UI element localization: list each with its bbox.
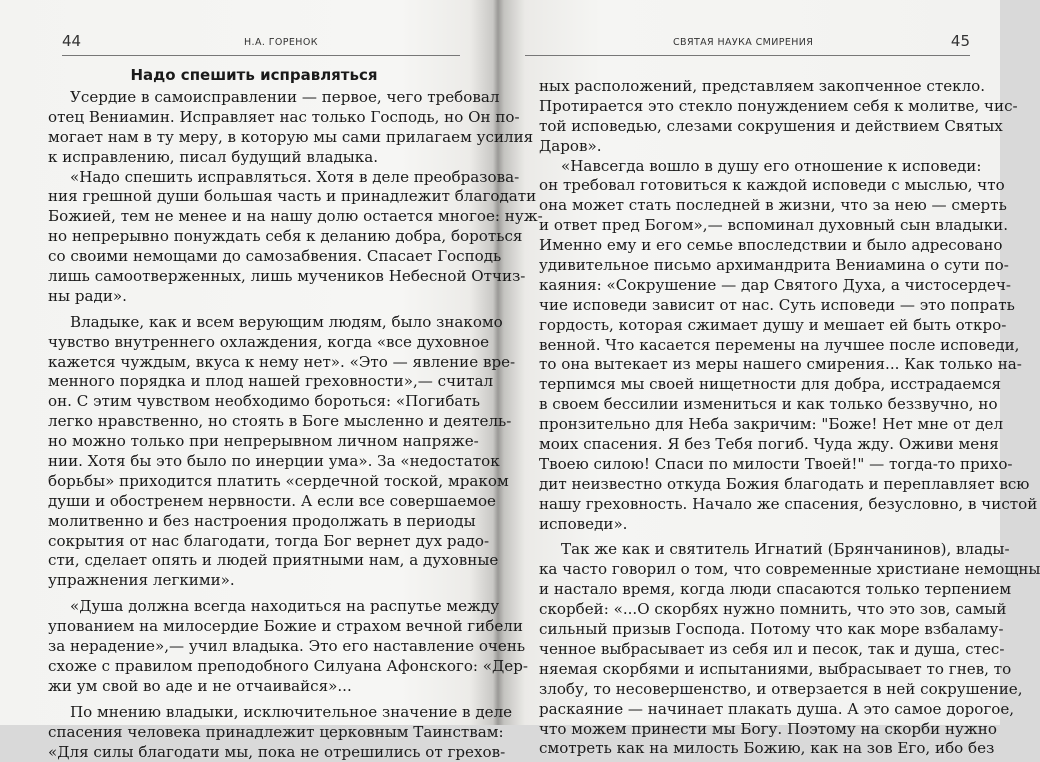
text-line: сокрытия от нас благодати, тогда Бог вернет дух радо- (48, 532, 460, 552)
text-line: сильный призыв Господа. Потому что как море взбаламу- (539, 620, 972, 640)
text-line: к исправлению, писал будущий владыка. (48, 148, 460, 168)
right-page-text (539, 77, 972, 759)
text-line: и настало время, когда люди спасаются только терпением (539, 580, 972, 600)
section-title: Надо спешить исправляться (48, 64, 460, 88)
text-line: схоже с правилом преподобного Силуана Афонского: «Дер- (48, 657, 460, 677)
text-line: то она вытекает из меры нашего смирения... Как только на- (539, 355, 972, 375)
text-line: «Навсегда вошло в душу его отношение к исповеди: (539, 157, 972, 177)
text-line: лишь самоотверженных, лишь мучеников Небесной Отчиз- (48, 267, 460, 287)
paragraph (48, 703, 460, 762)
text-line: он. С этим чувством необходимо бороться: «Погибать (48, 392, 460, 412)
text-line: и ответ пред Богом»,— вспоминал духовный сын владыки. (539, 216, 972, 236)
text-line: венной. Что касается перемены на лучшее после исповеди, (539, 336, 972, 356)
paragraph (48, 88, 460, 168)
text-line: за нерадение»,— учил владыка. Это его наставление очень (48, 637, 460, 657)
text-line: По мнению владыки, исключительное значение в деле (48, 703, 460, 723)
book-title-running-head: СВЯТАЯ НАУКА СМИРЕНИЯ (673, 37, 813, 48)
text-line: менного порядка и плод нашей греховности»,— считал (48, 372, 460, 392)
text-line: няемая скорбями и испытаниями, выбрасывает то гнев, то (539, 660, 972, 680)
author-running-head: Н.А. ГОРЕНОК (244, 37, 318, 48)
text-line: нашу греховность. Начало же спасения, безусловно, в чистой (539, 495, 972, 515)
text-line: «Душа должна всегда находиться на распутье между (48, 597, 460, 617)
text-line: чие исповеди зависит от нас. Суть исповеди — это попрать (539, 296, 972, 316)
paragraph (539, 540, 972, 759)
text-line: ченное выбрасывает из себя ил и песок, так и душа, стес- (539, 640, 972, 660)
text-line: упованием на милосердие Божие и страхом вечной гибели (48, 617, 460, 637)
text-line: каяния: «Сокрушение — дар Святого Духа, а чистосердеч- (539, 276, 972, 296)
text-line: что можем принести мы Богу. Поэтому на скорби нужно (539, 720, 972, 740)
left-page-text (48, 88, 460, 762)
text-line: моих спасения. Я без Тебя погиб. Чуда жду. Оживи меня (539, 435, 972, 455)
header-rule (62, 55, 460, 56)
text-line: сти, сделает опять и людей приятными нам, а духовные (48, 551, 460, 571)
left-page (0, 0, 492, 725)
paragraph (48, 168, 460, 307)
text-line: могает нам в ту меру, в которую мы сами прилагаем усилия (48, 128, 460, 148)
text-line: исповеди». (539, 515, 972, 535)
right-page-body (539, 77, 972, 759)
text-line: чувство внутреннего охлаждения, когда «все духовное (48, 333, 460, 353)
right-running-head (525, 30, 970, 56)
text-line: ных расположений, представляем закопченное стекло. (539, 77, 972, 97)
text-line: Владыке, как и всем верующим людям, было знакомо (48, 313, 460, 333)
text-line: жи ум свой во аде и не отчаивайся»... (48, 677, 460, 697)
page-number: 44 (62, 32, 81, 50)
right-page (505, 0, 1000, 725)
text-line: Протирается это стекло понуждением себя к молитве, чис- (539, 97, 972, 117)
left-running-head (62, 30, 460, 56)
text-line: Даров». (539, 137, 972, 157)
text-line: кажется чуждым, вкуса к нему нет». «Это — явление вре- (48, 353, 460, 373)
text-line: Именно ему и его семье впоследствии и было адресовано (539, 236, 972, 256)
text-line: ния грешной души большая часть и принадлежит благодати (48, 187, 460, 207)
text-line: гордость, которая сжимает душу и мешает ей быть откро- (539, 316, 972, 336)
text-line: упражнения легкими». (48, 571, 460, 591)
text-line: Твоею силою! Спаси по милости Твоей!" — тогда-то прихо- (539, 455, 972, 475)
text-line: злобу, то несовершенство, и отверзается в ней сокрушение, (539, 680, 972, 700)
text-line: в своем бессилии измениться и как только беззвучно, но (539, 395, 972, 415)
text-line: спасения человека принадлежит церковным Таинствам: (48, 723, 460, 743)
text-line: терпимся мы своей нищетности для добра, исстрадаемся (539, 375, 972, 395)
text-line: скорбей: «...О скорбях нужно помнить, что это зов, самый (539, 600, 972, 620)
text-line: дит неизвестно откуда Божия благодать и переплавляет всю (539, 475, 972, 495)
text-line: той исповедью, слезами сокрушения и действием Святых (539, 117, 972, 137)
text-line: но можно только при непрерывном личном напряже- (48, 432, 460, 452)
paragraph (48, 597, 460, 696)
text-line: «Для силы благодати мы, пока не отрешились от грехов- (48, 743, 460, 762)
text-line: легко нравственно, но стоять в Боге мысленно и деятель- (48, 412, 460, 432)
paragraph (48, 313, 460, 591)
text-line: Божией, тем не менее и на нашу долю остается многое: нуж- (48, 207, 460, 227)
text-line: пронзительно для Неба закричим: "Боже! Нет мне от дел (539, 415, 972, 435)
text-line: отец Вениамин. Исправляет нас только Господь, но Он по- (48, 108, 460, 128)
text-line: «Надо спешить исправляться. Хотя в деле преобразова- (48, 168, 460, 188)
text-line: ка часто говорил о том, что современные христиане немощны (539, 560, 972, 580)
text-line: борьбы» приходится платить «сердечной тоской, мраком (48, 472, 460, 492)
paragraph (539, 157, 972, 535)
text-line: Усердие в самоисправлении — первое, чего требовал (48, 88, 460, 108)
text-line: со своими немощами до самозабвения. Спасает Господь (48, 247, 460, 267)
text-line: нии. Хотя бы это было по инерции ума». За «недостаток (48, 452, 460, 472)
text-line: но непрерывно понуждать себя к деланию добра, бороться (48, 227, 460, 247)
text-line: он требовал готовиться к каждой исповеди с мыслью, что (539, 176, 972, 196)
text-line: смотреть как на милость Божию, как на зов Его, ибо без (539, 739, 972, 759)
page-number: 45 (951, 32, 970, 50)
text-line: удивительное письмо архимандрита Вениамина о сути по- (539, 256, 972, 276)
text-line: раскаяние — начинает плакать душа. А это самое дорогое, (539, 700, 972, 720)
text-line: ны ради». (48, 287, 460, 307)
left-page-body (48, 64, 460, 762)
text-line: молитвенно и без настроения продолжать в периоды (48, 512, 460, 532)
text-line: она может стать последней в жизни, что за нею — смерть (539, 196, 972, 216)
header-rule (525, 55, 970, 56)
text-line: души и обостренем нервности. А если все совершаемое (48, 492, 460, 512)
text-line: Так же как и святитель Игнатий (Брянчанинов), влады- (539, 540, 972, 560)
paragraph (539, 77, 972, 157)
